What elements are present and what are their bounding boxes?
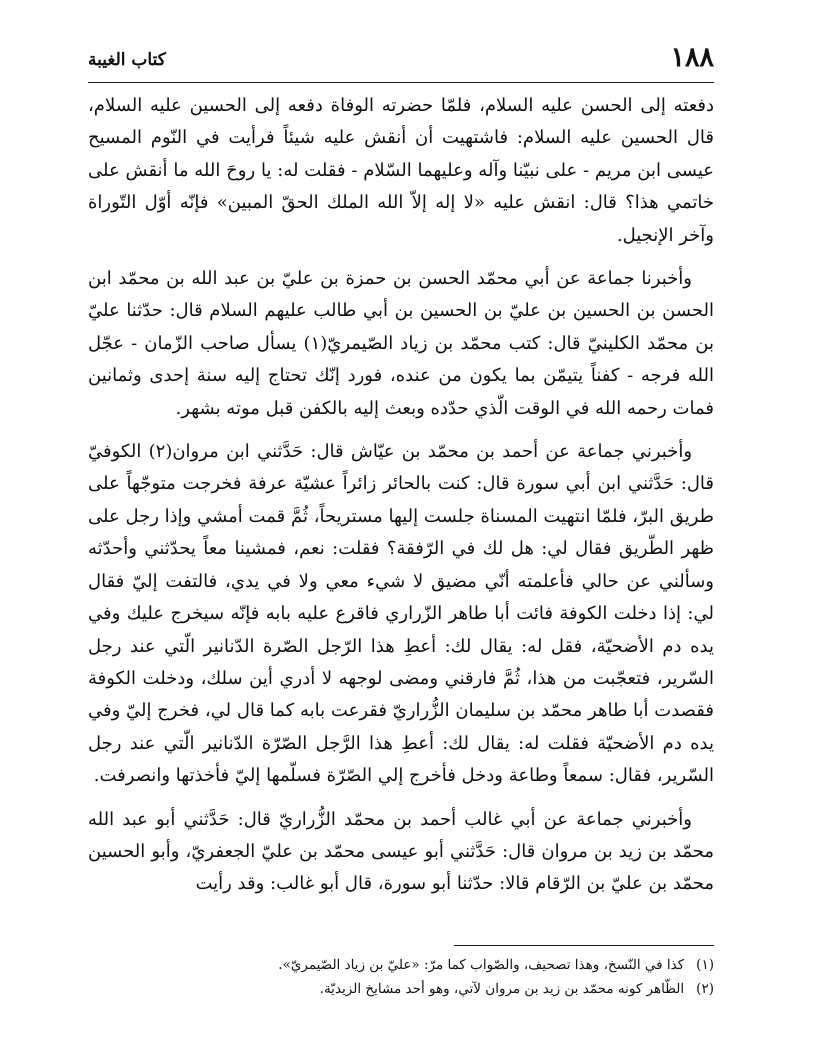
page-header <box>88 42 714 83</box>
paragraph: دفعته إلى الحسن عليه السلام، فلمّا حضرته الوفاة دفعه إلى الحسين عليه السلام، قال الحسين عليه السلام: فاشتهيت أن أنقش عليه شيئاً فرأيت في النّوم المسيح عيسى ابن مريم - على نبيّنا وآله وعليهما السّلام - فقلت له: يا روحَ الله ما أنقش على خاتمي هذا؟ قال: انقش عليه «لا إله إلاّ الله الملك الحقّ المبين» فإنّه أوّل التّوراة وآخر الإنجيل. <box>88 95 714 246</box>
footnote-item <box>88 953 714 977</box>
book-title: كتاب الغيبة <box>88 50 166 70</box>
page-number: ١٨٨ <box>670 42 714 73</box>
paragraph: وأخبرني جماعة عن أبي غالب أحمد بن محمّد الزُّراريّ قال: حَدَّثني أبو عبد الله محمّد بن زيد بن مروان قال: حَدَّثني أبو عيسى محمّد بن عليّ الجعفريّ، وأبو الحسين محمّد بن عليّ بن الرّقام قالا: حدّثنا أبو سورة، قال أبو غالب: وقد رأيت <box>88 808 714 895</box>
paragraph: وأخبرنا جماعة عن أبي محمّد الحسن بن حمزة بن عليّ بن عبد الله بن محمّد ابن الحسن بن الحسين بن عليّ بن الحسين بن أبي طالب عليهم السلام قال: حدّثنا عليّ بن محمّد الكلينيّ قال: كتب محمّد بن زياد الصّيمريّ(١) يسأل صاحب الزّمان - عجّل الله فرجه - كفناً يتيمّن بما يكون من عنده، فورد إنّك تحتاج إليه سنة إحدى وثمانين فمات رحمه الله في الوقت الّذي حدّده وبعث إليه بالكفن قبل موته بشهر. <box>88 268 715 419</box>
paragraph: وأخبرني جماعة عن أحمد بن محمّد بن عيّاش قال: حَدَّثني ابن مروان(٢) الكوفيّ قال: حَدَّثني ابن أبي سورة قال: كنت بالحائر زائراً عشيّة عرفة فخرجت متوجّهاً على طريق البرّ، فلمّا انتهيت المسناة جلست إليها مستريحاً، ثُمَّ قمت أمشي وإذا رجل على ظهر الطّريق فقال لي: هل لك في الرّفقة؟ فقلت: نعم، فمشينا معاً يحدّثني وأحدّثه وسألني عن حالي فأعلمته أنّي مضيق لا شيء معي ولا في يدي، فالتفت إليّ فقال لي: إذا دخلت الكوفة فائت أبا طاهر الزّراري فاقرع عليه بابه فإنّه سيخرج عليك وفي يده دم الأضحيّة، فقل له: يقال لك: أعطِ هذا الرّجل الصّرة الدّنانير الّتي عند رجل السّرير، فتعجّبت من هذا، ثُمَّ فارقني ومضى لوجهه لا أدري أين سلك، ودخلت الكوفة فقصدت أبا طاهر محمّد بن سليمان الزُّراريّ فقرعت بابه كما قال لي، فخرج إليّ وفي يده دم الأضحيّة فقلت له: يقال لك: أعطِ هذا الرَّجل الصّرّة الدّنانير الّتي عند رجل السّرير، فقال: سمعاً وطاعة ودخل فأخرج إلي الصّرّة فسلّمها إليّ فأخذتها وانصرفت. <box>88 441 714 787</box>
main-text <box>88 90 714 912</box>
footnote-text: الظّاهر كونه محمّد بن زيد بن مروان لآتي، وهو أحد مشايخ الزيديّة. <box>319 981 685 997</box>
footnote-divider <box>454 945 714 946</box>
footnote-number: (١) <box>696 957 714 973</box>
footnotes <box>88 953 714 1001</box>
footnote-text: كذا في النّسخ، وهذا تصحيف، والصّواب كما مرّ: «عليّ بن زياد الصّيمريّ». <box>278 957 685 973</box>
footnote-item <box>88 977 714 1001</box>
footnote-number: (٢) <box>696 981 714 997</box>
